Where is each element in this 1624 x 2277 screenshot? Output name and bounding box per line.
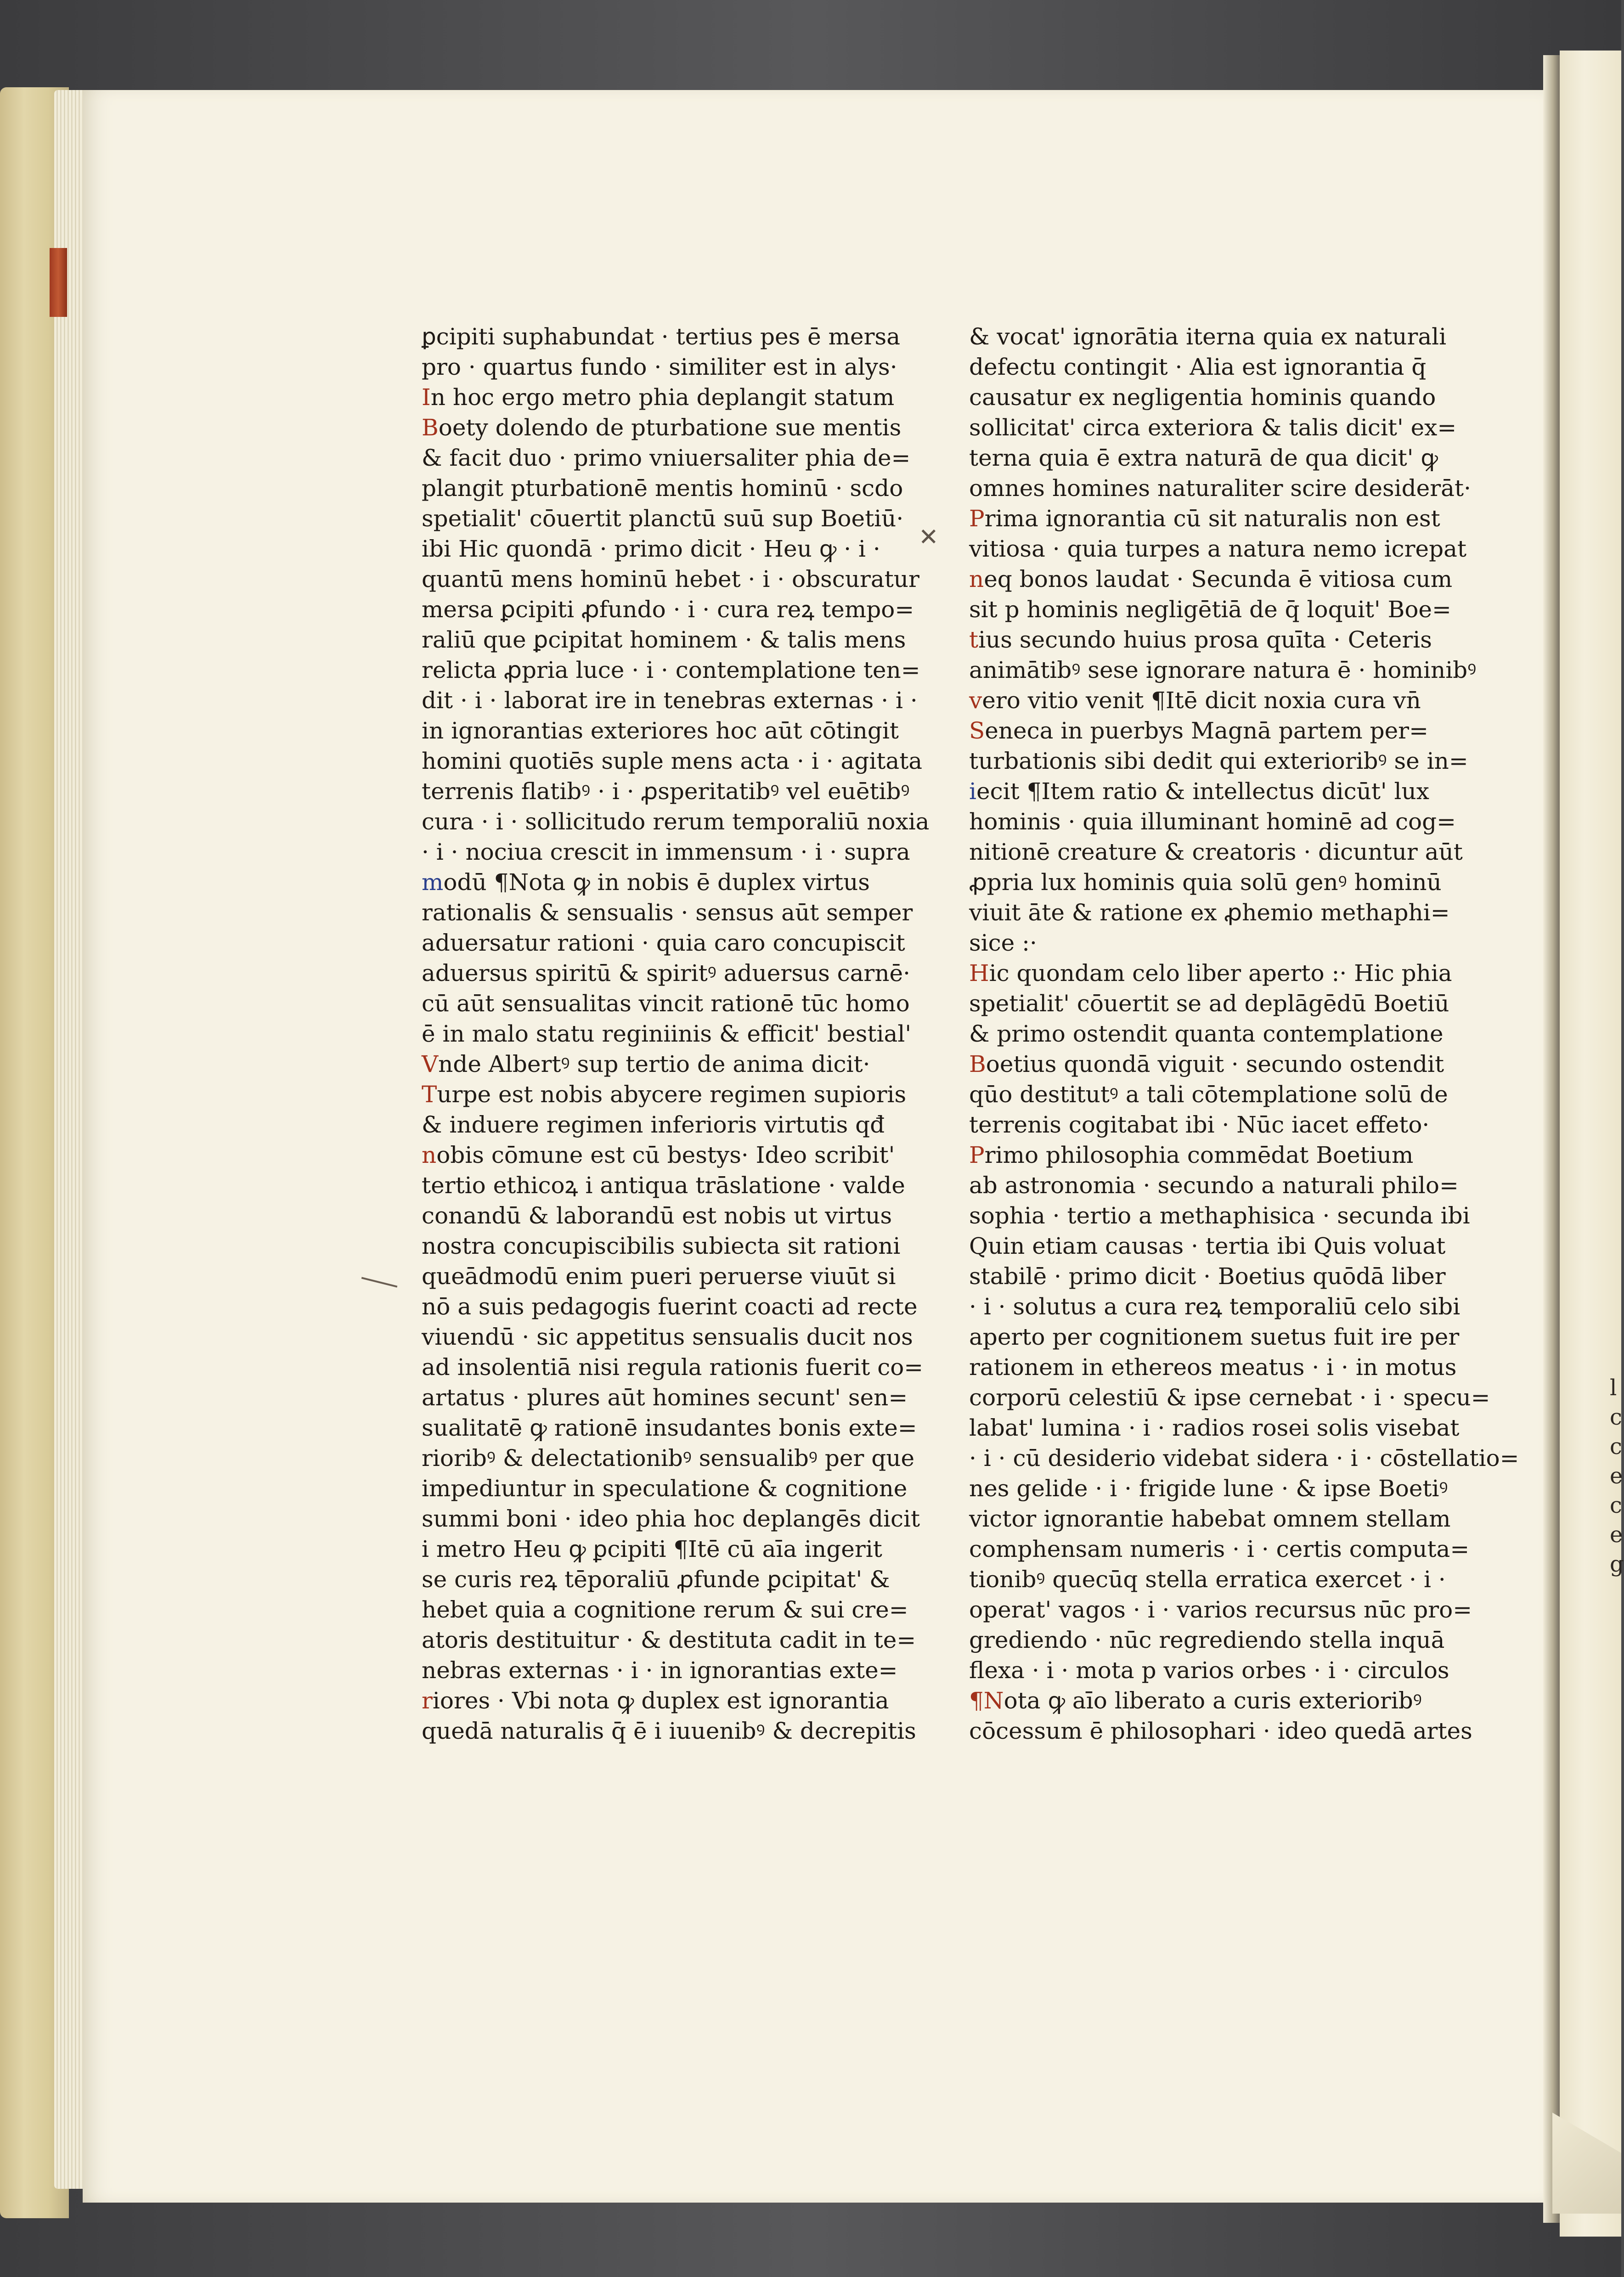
facing-fragment: c (1610, 1493, 1622, 1518)
text-line: viuendū · sic appetitus sensualis ducit nos (422, 1324, 913, 1350)
text-line: cura · i · sollicitudo rerum temporaliū noxia (422, 808, 930, 835)
text-line: ē in malo statu reginiinis & efficit' bestial' (422, 1020, 912, 1047)
text-line: vitiosa · quia turpes a natura nemo icrepat (969, 535, 1467, 562)
facing-fragment: e (1610, 1522, 1623, 1548)
text-line: modū ¶Nota ꝙ in nobis ē duplex virtus (422, 869, 870, 896)
text-line: spetialit' cōuertit se ad deplāgēdū Boetiū (969, 990, 1449, 1017)
text-line: viuit āte & ratione ex ꝓhemio methaphi= (969, 899, 1450, 926)
text-line: in ignorantias exteriores hoc aūt cōtingit (422, 717, 899, 744)
text-line: victor ignorantie habebat omnem stellam (969, 1505, 1451, 1532)
text-line: iecit ¶Item ratio & intellectus dicūt' lux (969, 778, 1429, 805)
text-line: nitionē creature & creatoris · dicuntur aūt (969, 839, 1463, 865)
text-line: sit p hominis negligētiā de q̄ loquit' Boe= (969, 596, 1451, 623)
facing-page-fragments (1610, 1373, 1624, 1579)
text-line: tertio ethicoꝝ i antiqua trāslatione · valde (422, 1172, 905, 1199)
text-line: spetialit' cōuertit planctū suū sup Boetiū· (422, 505, 904, 532)
text-line: quedā naturalis q̄ ē i iuuenibꝰ & decrepitis (422, 1718, 916, 1744)
text-line: atoris destituitur · & destituta cadit in te= (422, 1627, 916, 1653)
text-line: & primo ostendit quanta contemplatione (969, 1020, 1444, 1047)
text-line: artatus · plures aūt homines secunt' sen= (422, 1384, 908, 1411)
text-line: aduersus spiritū & spiritꝰ aduersus carnē· (422, 960, 911, 986)
text-column-right (969, 321, 1519, 1746)
text-line: relicta ꝓpria luce · i · contemplatione ten= (422, 657, 920, 683)
text-line: & facit duo · primo vniuersaliter phia de= (422, 445, 911, 471)
text-line: rationalis & sensualis · sensus aūt semper (422, 899, 913, 926)
book-gutter (1543, 55, 1560, 2223)
facing-fragment: g (1610, 1551, 1624, 1577)
text-line: ꝑcipiti suphabundat · tertius pes ē mersa (422, 323, 901, 350)
text-line: animātibꝰ sese ignorare natura ē · hominibꝰ (969, 657, 1477, 683)
text-line: riores · Vbi nota ꝙ duplex est ignorantia (422, 1687, 889, 1714)
text-line: Quin etiam causas · tertia ibi Quis voluat (969, 1233, 1446, 1259)
text-line: summi boni · ideo phia hoc deplangēs dicit (422, 1505, 920, 1532)
facing-fragment: c (1610, 1434, 1622, 1460)
text-line: cōcessum ē philosophari · ideo quedā artes (969, 1718, 1472, 1744)
text-line: Hic quondam celo liber aperto :· Hic phia (969, 960, 1452, 986)
text-line: & induere regimen inferioris virtutis qđ (422, 1111, 885, 1138)
text-line: tius secundo huius prosa quīta · Ceteris (969, 626, 1432, 653)
text-line: impediuntur in speculatione & cognitione (422, 1475, 908, 1502)
text-column-left (422, 321, 930, 1746)
text-line: conandū & laborandū est nobis ut virtus (422, 1202, 892, 1229)
text-line: i metro Heu ꝙ ꝑcipiti ¶Itē cū aīa ingerit (422, 1536, 882, 1562)
text-line: ab astronomia · secundo a naturali philo= (969, 1172, 1459, 1199)
text-line: aperto per cognitionem suetus fuit ire per (969, 1324, 1460, 1350)
text-line: se curis reꝝ tēporaliū ꝓfunde ꝑcipitat' & (422, 1566, 890, 1593)
text-line: neq bonos laudat · Secunda ē vitiosa cum (969, 566, 1453, 592)
text-line: homini quotiēs suple mens acta · i · agitata (422, 748, 923, 774)
ribbon-marker (50, 248, 67, 317)
text-line: · i · nociua crescit in immensum · i · supra (422, 839, 910, 865)
text-line: qūo destitutꝰ a tali cōtemplatione solū de (969, 1081, 1448, 1108)
text-line: turbationis sibi dedit qui exterioribꝰ se in= (969, 748, 1468, 774)
text-line: causatur ex negligentia hominis quando (969, 384, 1436, 411)
text-line: rioribꝰ & delectationibꝰ sensualibꝰ per que (422, 1445, 915, 1471)
text-line: grediendo · nūc regrediendo stella inquā (969, 1627, 1445, 1653)
text-line: pro · quartus fundo · similiter est in alys· (422, 354, 897, 380)
text-line: terrenis flatibꝰ · i · ꝓsperitatibꝰ vel euētibꝰ (422, 778, 910, 805)
text-line: defectu contingit · Alia est ignorantia q̄ (969, 354, 1427, 380)
text-line: ¶Nota ꝙ aīo liberato a curis exterioribꝰ (969, 1687, 1422, 1714)
text-line: nebras externas · i · in ignorantias exte= (422, 1657, 898, 1684)
text-line: operat' vagos · i · varios recursus nūc pro= (969, 1596, 1472, 1623)
text-line: cū aūt sensualitas vincit rationē tūc homo (422, 990, 910, 1017)
text-line: Primo philosophia commēdat Boetium (969, 1142, 1414, 1168)
text-line: plangit pturbationē mentis hominū · scdo (422, 475, 903, 502)
text-line: hominis · quia illuminant hominē ad cog= (969, 808, 1456, 835)
facing-fragment: l (1610, 1375, 1617, 1401)
text-line: nes gelide · i · frigide lune · & ipse Boetiꝰ (969, 1475, 1448, 1502)
text-line: Turpe est nobis abycere regimen supioris (422, 1081, 907, 1108)
text-line: In hoc ergo metro phia deplangit statum (422, 384, 895, 411)
text-line: flexa · i · mota p varios orbes · i · circulos (969, 1657, 1449, 1684)
text-line: stabilē · primo dicit · Boetius quōdā liber (969, 1263, 1446, 1290)
text-line: omnes homines naturaliter scire desiderāt· (969, 475, 1471, 502)
text-line: comphensam numeris · i · certis computa= (969, 1536, 1470, 1562)
text-line: Vnde Albertꝰ sup tertio de anima dicit· (422, 1051, 870, 1077)
text-line: rationem in ethereos meatus · i · in motus (969, 1354, 1457, 1381)
text-line: nō a suis pedagogis fuerint coacti ad recte (422, 1293, 918, 1320)
text-line: · i · solutus a cura reꝝ temporaliū celo sibi (969, 1293, 1460, 1320)
text-line: Seneca in puerbys Magnā partem per= (969, 717, 1428, 744)
text-line: quantū mens hominū hebet · i · obscuratur (422, 566, 919, 592)
text-line: Boety dolendo de pturbatione sue mentis (422, 414, 902, 441)
text-line: sollicitat' circa exteriora & talis dicit' ex= (969, 414, 1457, 441)
text-line: tionibꝰ quecūq stella erratica exercet · i · (969, 1566, 1446, 1593)
text-line: & vocat' ignorātia iterna quia ex naturali (969, 323, 1447, 350)
text-line: terna quia ē extra naturā de qua dicit' ꝙ (969, 445, 1438, 471)
text-line: ꝓpria lux hominis quia solū genꝰ hominū (969, 869, 1442, 896)
text-line: aduersatur rationi · quia caro concupiscit (422, 930, 905, 956)
text-line: queādmodū enim pueri peruerse viuūt si (422, 1263, 896, 1290)
facing-fragment: e (1610, 1463, 1623, 1489)
facing-page-edge (1560, 51, 1621, 2237)
text-line: nobis cōmune est cū bestys· Ideo scribit' (422, 1142, 895, 1168)
text-line: labat' lumina · i · radios rosei solis visebat (969, 1415, 1460, 1441)
text-line: corporū celestiū & ipse cernebat · i · specu= (969, 1384, 1490, 1411)
margin-mark-x: ✕ (919, 524, 939, 551)
text-line: sice :· (969, 930, 1037, 956)
facing-fragment: c (1610, 1404, 1622, 1430)
text-line: mersa ꝑcipiti ꝓfundo · i · cura reꝝ tempo= (422, 596, 914, 623)
text-line: sualitatē ꝙ rationē insudantes bonis exte= (422, 1415, 917, 1441)
text-line: ibi Hic quondā · primo dicit · Heu ꝙ · i · (422, 535, 880, 562)
text-line: · i · cū desiderio videbat sidera · i · cōstellatio= (969, 1445, 1519, 1471)
text-line: Prima ignorantia cū sit naturalis non est (969, 505, 1440, 532)
text-line: dit · i · laborat ire in tenebras externas · i · (422, 687, 918, 714)
text-line: Boetius quondā viguit · secundo ostendit (969, 1051, 1444, 1077)
text-line: ad insolentiā nisi regula rationis fuerit co= (422, 1354, 924, 1381)
text-line: terrenis cogitabat ibi · Nūc iacet effeto· (969, 1111, 1430, 1138)
text-line: raliū que ꝑcipitat hominem · & talis mens (422, 626, 906, 653)
text-line: nostra concupiscibilis subiecta sit rationi (422, 1233, 901, 1259)
text-line: vero vitio venit ¶Itē dicit noxia cura vn̄ (969, 687, 1421, 714)
text-line: hebet quia a cognitione rerum & sui cre= (422, 1596, 908, 1623)
text-line: sophia · tertio a methaphisica · secunda ibi (969, 1202, 1470, 1229)
page-stack-edge (54, 90, 86, 2189)
